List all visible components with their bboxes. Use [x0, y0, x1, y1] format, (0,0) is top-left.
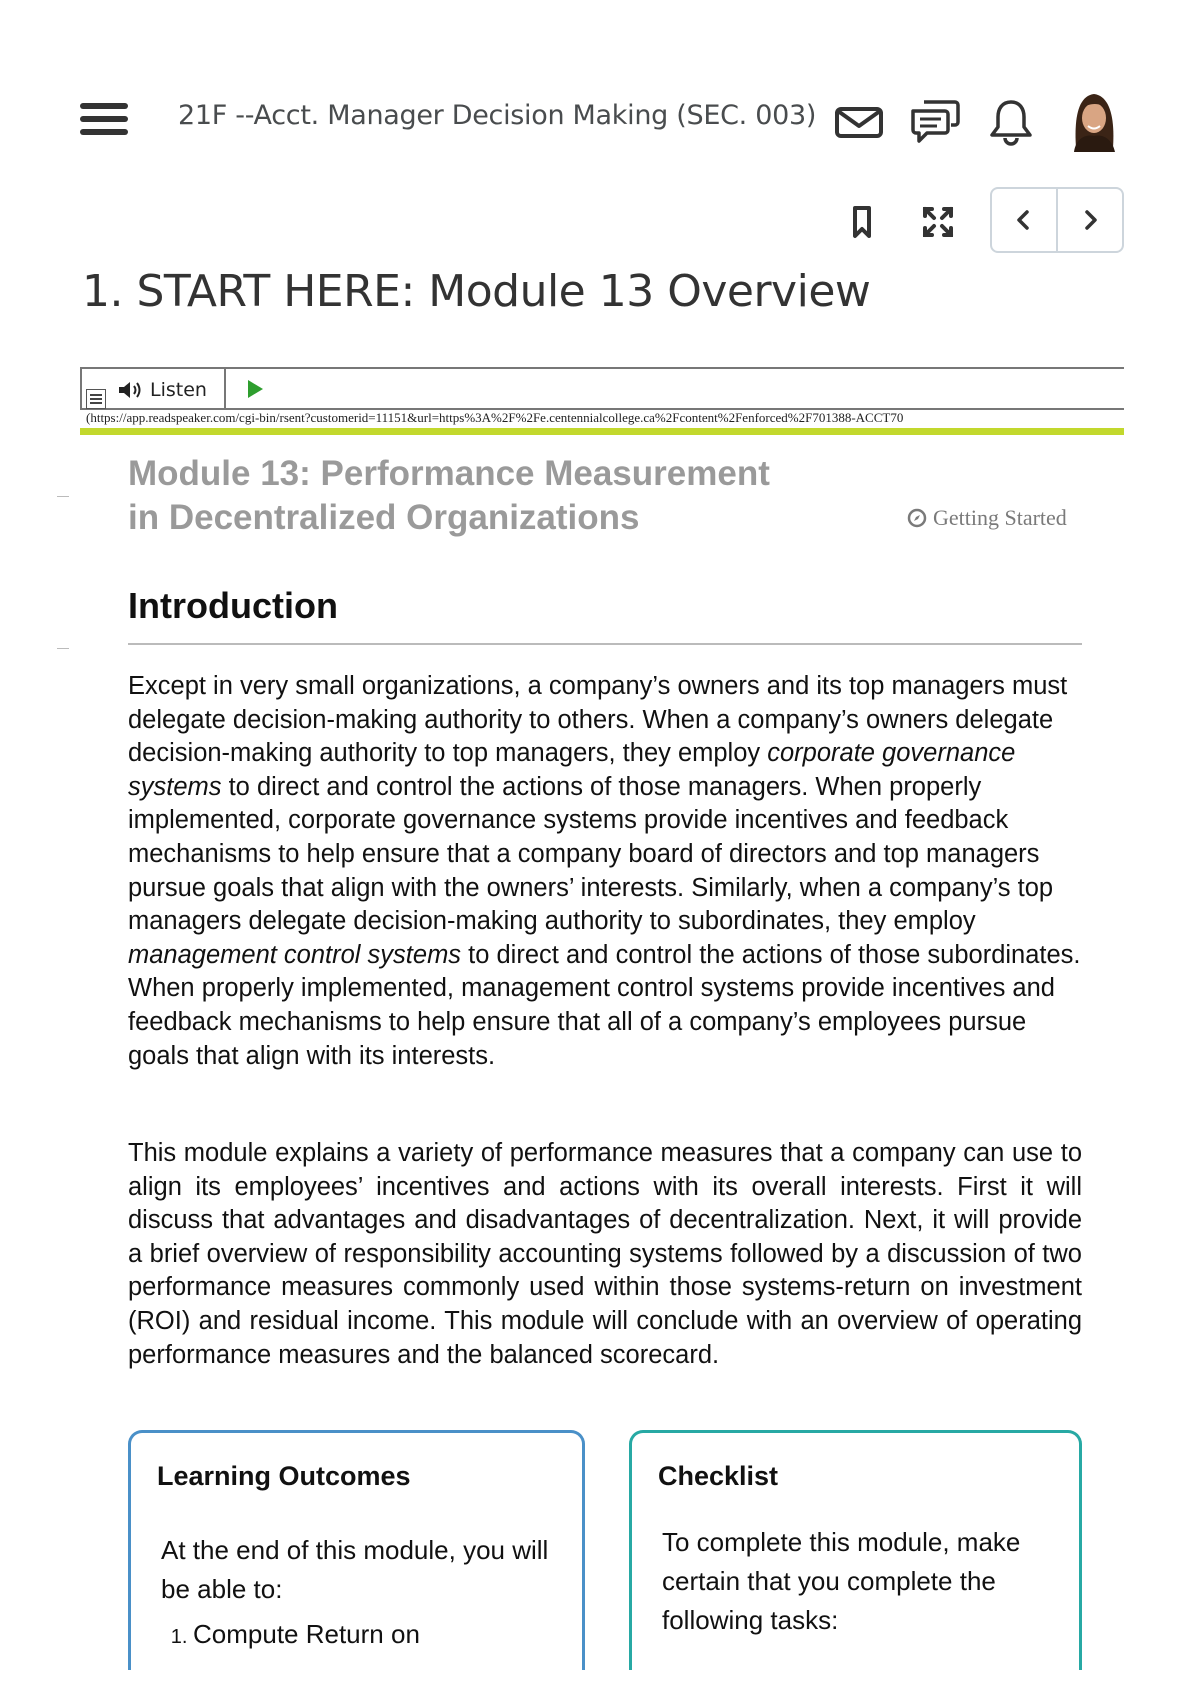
next-topic-button[interactable]	[1056, 189, 1122, 251]
introduction-paragraph-2: This module explains a variety of performance measures that a company can use to align its employees’ incentives and actions with its overall interests. First it will discuss that advantages and disadvantages of decentralization. Next, it will provide a brief overview of responsibility accounting systems followed by a discussion of two performance measures commonly used within those systems-return on investment (ROI) and residual income. This module will conclude with an overview of operating performance measures and the balanced scorecard.	[128, 1139, 1082, 1369]
learning-outcomes-title: Learning Outcomes	[157, 1461, 411, 1491]
user-avatar[interactable]	[1068, 88, 1120, 152]
learning-outcomes-card	[128, 1430, 585, 1670]
learning-outcomes-list	[161, 1615, 551, 1654]
checklist-card	[629, 1430, 1082, 1670]
listen-button[interactable]	[116, 373, 207, 406]
chat-icon[interactable]	[907, 94, 963, 150]
readspeaker-bar	[80, 367, 1124, 410]
introduction-heading: Introduction	[128, 585, 338, 626]
course-title[interactable]: 21F --Acct. Manager Decision Making (SEC. 003)	[178, 100, 817, 131]
text-run: to direct and control the actions of those managers. When properly implemented, corporate governance systems provide incentives and feedback mechanisms to help ensure that a company board of directors and top managers pursue goals that align with the owners’ interests. Similarly, when a company’s top managers delegate decision-making authority to subordinates, they employ	[128, 772, 1054, 936]
hamburger-menu-icon[interactable]	[80, 103, 130, 137]
introduction-paragraph-1	[128, 670, 1082, 1073]
text-run: Except in very small organizations, a company’s owners and its top managers must delegate decision-making authority to others. When a company’s owners delegate decision-making authority to top managers, they employ	[128, 672, 1068, 768]
readspeaker-url: (https://app.readspeaker.com/cgi-bin/rsent?customerid=11151&url=https%3A%2F%2Fe.centennialcollege.ca%2Fcontent%2Fenforced%2F701388-ACCT70	[86, 410, 904, 425]
introduction-divider	[128, 643, 1082, 645]
listen-label: Listen	[150, 378, 207, 401]
module-heading-line2: in Decentralized Organizations	[128, 498, 640, 537]
play-icon[interactable]	[244, 378, 266, 400]
margin-tick	[57, 496, 69, 497]
learning-outcomes-intro: At the end of this module, you will be able to:	[161, 1535, 549, 1604]
speaker-icon	[116, 378, 144, 402]
checklist-body: To complete this module, make certain that you complete the following tasks:	[662, 1527, 1021, 1635]
previous-topic-button[interactable]	[992, 189, 1056, 251]
module-heading-line1: Module 13: Performance Measurement	[128, 454, 770, 493]
fullscreen-icon[interactable]	[918, 202, 958, 242]
readspeaker-underline	[80, 428, 1124, 435]
margin-tick	[57, 648, 69, 649]
chevron-left-icon	[1011, 207, 1037, 233]
getting-started-label: Getting Started	[933, 505, 1067, 530]
page-title: 1. START HERE: Module 13 Overview	[82, 266, 871, 317]
getting-started-link[interactable]	[907, 505, 1067, 531]
readspeaker-menu-icon[interactable]	[86, 389, 106, 409]
topic-pager	[990, 187, 1124, 253]
compass-icon	[907, 508, 927, 528]
readspeaker-divider	[224, 369, 226, 408]
emphasis-management-control: management control systems	[128, 940, 462, 969]
emphasis-corporate-governance: corporate governance systems	[128, 739, 1016, 801]
learning-outcomes-body	[161, 1531, 551, 1654]
mail-icon[interactable]	[831, 94, 887, 150]
chevron-right-icon	[1077, 207, 1103, 233]
text-run: to direct and control the actions of those subordinates. When properly implemented, management control systems provide incentives and feedback mechanisms to help ensure that all of a company’s employees pursue goals that align with its interests.	[128, 940, 1081, 1070]
module-heading	[128, 452, 848, 540]
top-navbar	[0, 0, 1200, 160]
list-item: 1. Compute Return on	[193, 1615, 551, 1654]
checklist-title: Checklist	[658, 1461, 779, 1491]
bell-icon[interactable]	[983, 94, 1039, 150]
bookmark-icon[interactable]	[842, 202, 882, 242]
